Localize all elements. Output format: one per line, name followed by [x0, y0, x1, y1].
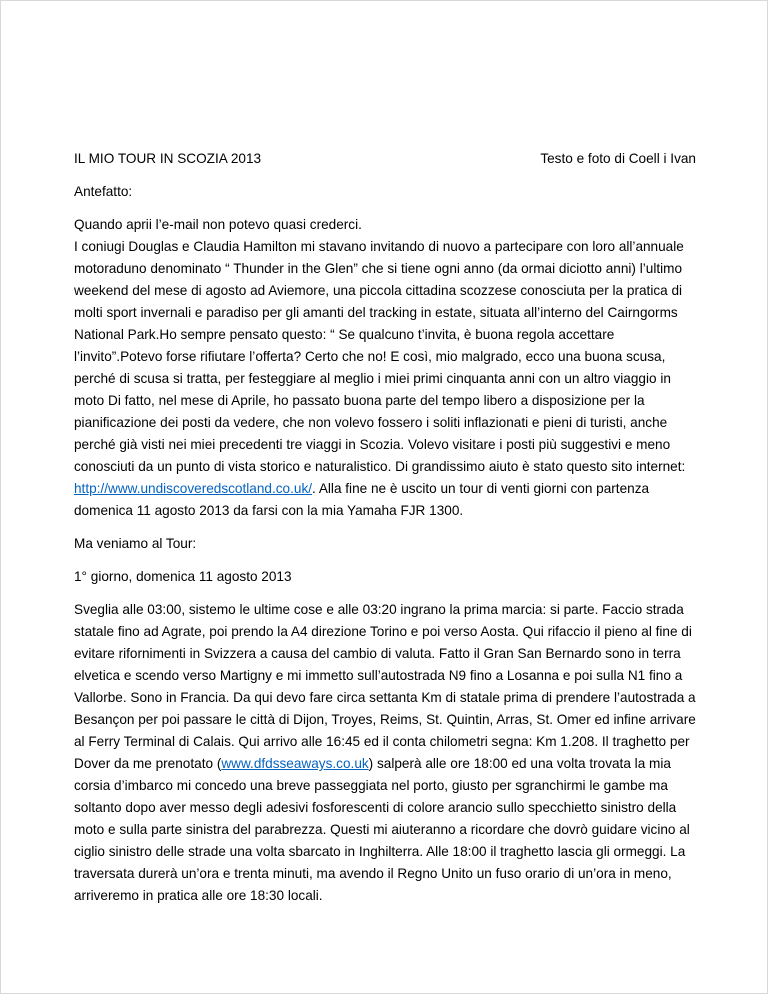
- author-credit: Testo e foto di Coell i Ivan: [540, 151, 696, 166]
- antefatto-heading: Antefatto:: [74, 184, 133, 199]
- antefatto-text-part2: . Alla fine ne è uscito un tour di venti giorni con partenza domenica 11 agosto 2013 da farsi con la mia Yamaha FJR 1300.: [74, 481, 650, 518]
- day1-text-part1: Sveglia alle 03:00, sistemo le ultime cose e alle 03:20 ingrano la prima marcia: si parte. Faccio strada statale fino ad Agrate, poi prendo la A4 direzione Torino e poi verso Aosta. Qui rifaccio il pieno al fine di evitare rifornimenti in Svizzera a causa del cambio di valuta. Fatto il Gran San Bernardo sono in terra elvetica e scendo verso Martigny e mi immetto sull’autostrada N9 fino a Losanna e poi sulla N1 fino a Vallorbe. Sono in Francia. Da qui devo fare circa settanta Km di statale prima di prendere l’autostrada a Besançon per poi passare le città di Dijon, Troyes, Reims, St. Quintin, Arras, St. Omer ed infine arrivare al Ferry Terminal di Calais. Qui arrivo alle 16:45 ed il conta chilometri segna: Km 1.208. Il traghetto per Dover da me prenotato (: [74, 602, 696, 771]
- day1-heading: 1° giorno, domenica 11 agosto 2013: [74, 569, 292, 584]
- header-row: [74, 148, 696, 170]
- undiscoveredscotland-link[interactable]: http://www.undiscoveredscotland.co.uk/: [74, 481, 313, 496]
- day1-paragraph: [74, 599, 696, 907]
- antefatto-text-part1: Quando aprii l’e-mail non potevo quasi crederci. I coniugi Douglas e Claudia Hamilton mi stavano invitando di nuovo a partecipare con loro all’annuale motoraduno denominato “ Thunder in the Glen” che si tiene ogni anno (da ormai diciotto anni) l’ultimo weekend del mese di agosto ad Aviemore, una piccola cittadina scozzese conosciuta per la pratica di molti sport invernali e paradiso per gli amanti del tracking in estate, situata all’interno del Cairngorms National Park.Ho sempre pensato questo: “ Se qualcuno t’invita, è buona regola accettare l’invito”.Potevo forse rifiutare l’offerta? Certo che no! E così, mio malgrado, ecco una buona scusa, perché di scusa si tratta, per festeggiare al meglio i miei primi cinquanta anni con un altro viaggio in moto Di fatto, nel mese di Aprile, ho passato buona parte del tempo libero a disposizione per la pianificazione dei posti da vedere, che non volevo fossero i soliti inflazionati e pieni di turisti, anche perché già visti nei miei precedenti tre viaggi in Scozia. Volevo visitare i posti più suggestivi e meno conosciuti da un punto di vista storico e naturalistico. Di grandissimo aiuto è stato questo sito internet:: [74, 217, 686, 474]
- document-body: [74, 148, 696, 918]
- day1-text-part2: ) salperà alle ore 18:00 ed una volta trovata la mia corsia d’imbarco mi concedo una breve passeggiata nel porto, giusto per sgranchirmi le gambe ma soltanto dopo aver messo degli adesivi fosforescenti di colore arancio sullo specchietto sinistro della moto e sulla parte sinistra del parabrezza. Questi mi aiuteranno a ricordare che dovrò guidare vicino al ciglio sinistro delle strade una volta sbarcato in Inghilterra. Alle 18:00 il traghetto lascia gli ormeggi. La traversata durerà un’ora e trenta minuti, ma avendo il Regno Unito un fuso orario di un’ora in meno, arriveremo in pratica alle ore 18:30 locali.: [74, 756, 690, 903]
- document-title: IL MIO TOUR IN SCOZIA 2013: [74, 151, 262, 166]
- tour-intro: Ma veniamo al Tour:: [74, 536, 197, 551]
- dfdsseaways-link[interactable]: www.dfdsseaways.co.uk: [221, 756, 369, 771]
- antefatto-paragraph: [74, 214, 696, 522]
